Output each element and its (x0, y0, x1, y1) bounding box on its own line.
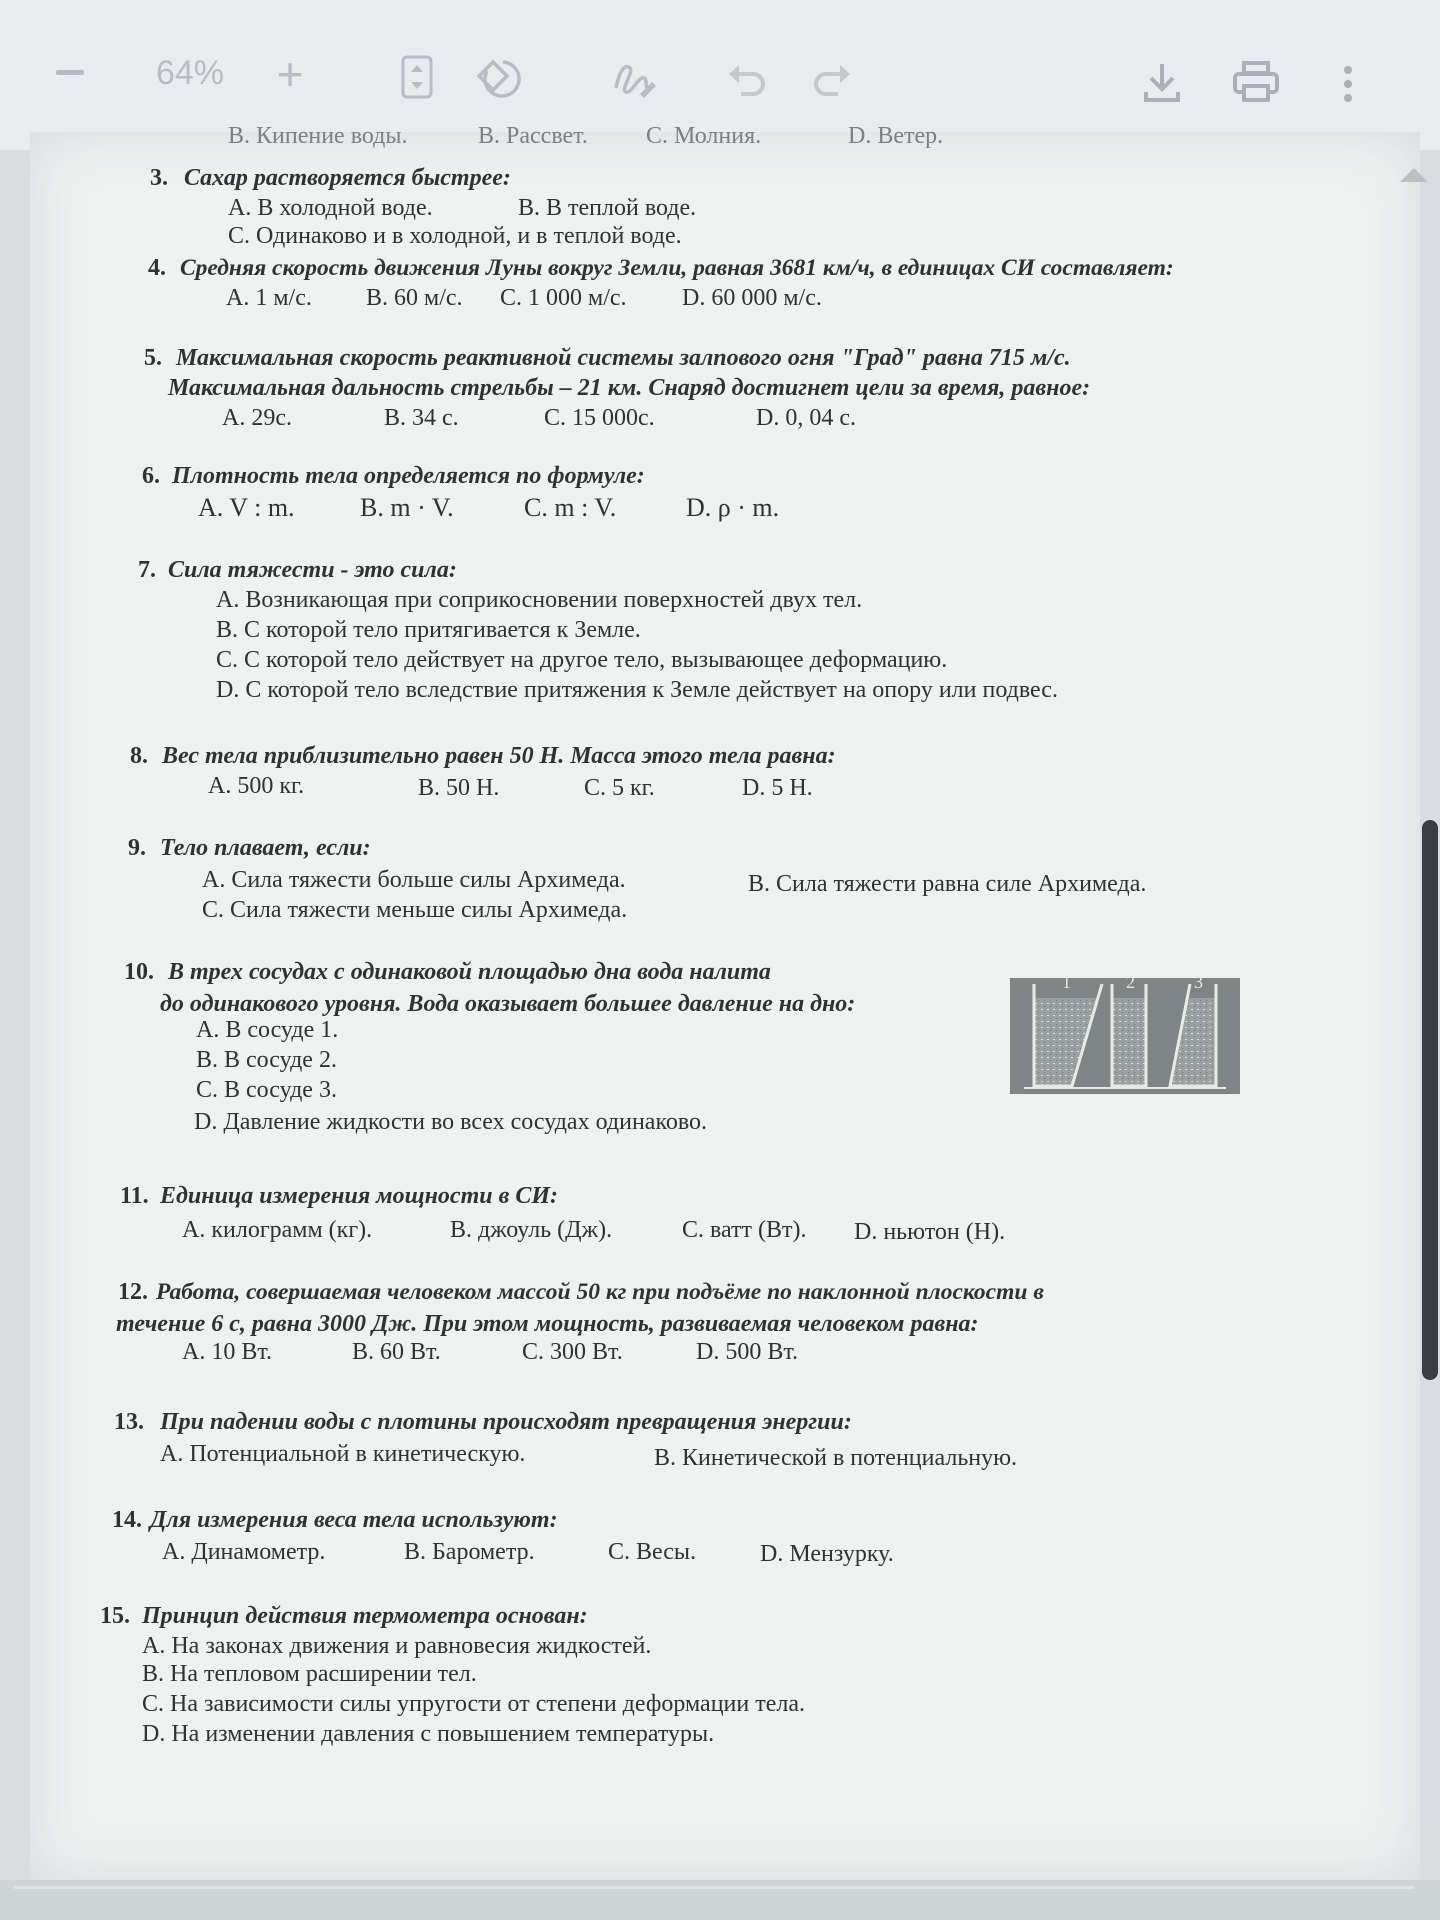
q10-text: В трех сосудах с одинаковой площадью дна вода налита (168, 959, 771, 985)
partial-option-c: C. Молния. (646, 123, 762, 149)
vessels-diagram (1010, 978, 1240, 1094)
q13-number: 13. (114, 1409, 144, 1435)
vessel-label-2: 2 (1126, 972, 1135, 992)
q5-number: 5. (144, 345, 162, 371)
partial-option-b: B. Кипение воды. (228, 123, 408, 149)
q15-option-a: A. На законах движения и равновесия жидкостей. (142, 1633, 652, 1659)
q11-option-a: A. килограмм (кг). (182, 1217, 373, 1243)
q12-text: Работа, совершаемая человеком массой 50 кг при подъёме по наклонной плоскости в (156, 1279, 1044, 1305)
q12-option-b: B. 60 Вт. (352, 1339, 441, 1365)
q8-text: Вес тела приблизительно равен 50 Н. Масса этого тела равна: (162, 743, 836, 769)
q15-option-d: D. На изменении давления с повышением температуры. (142, 1721, 715, 1747)
q7-option-a: A. Возникающая при соприкосновении поверхностей двух тел. (216, 587, 863, 613)
q6-option-c: C. m : V. (524, 493, 617, 522)
q12-text-line2: течение 6 с, равна 3000 Дж. При этом мощность, развиваемая человеком равна: (116, 1311, 979, 1337)
q7-option-b: B. С которой тело притягивается к Земле. (216, 617, 641, 643)
q7-number: 7. (138, 557, 156, 583)
q10-option-b: B. В сосуде 2. (196, 1047, 337, 1073)
partial-option-b2: B. Рассвет. (478, 123, 588, 149)
q8-option-a: A. 500 кг. (208, 773, 305, 799)
q6-option-d: D. ρ · m. (686, 493, 780, 522)
q12-option-a: A. 10 Вт. (182, 1339, 273, 1365)
q10-number: 10. (124, 959, 154, 985)
q4-text: Средняя скорость движения Луны вокруг Земли, равная 3681 км/ч, в единицах СИ составляет: (180, 255, 1174, 281)
q4-option-b: B. 60 м/с. (366, 285, 463, 311)
q3-text: Сахар растворяется быстрее: (184, 165, 511, 191)
partial-option-d: D. Ветер. (848, 123, 944, 149)
q9-option-a: A. Сила тяжести больше силы Архимеда. (202, 867, 626, 893)
q10-option-c: C. В сосуде 3. (196, 1077, 337, 1103)
q9-option-b: B. Сила тяжести равна силе Архимеда. (748, 871, 1147, 897)
test-document (30, 123, 1420, 1880)
q15-option-c: C. На зависимости силы упругости от степени деформации тела. (142, 1691, 805, 1717)
q14-option-c: C. Весы. (608, 1539, 697, 1565)
q7-option-c: C. С которой тело действует на другое тело, вызывающее деформацию. (216, 647, 948, 673)
redo-icon[interactable] (810, 60, 854, 100)
scroll-up-arrow-icon[interactable] (1400, 168, 1428, 182)
q6-number: 6. (142, 463, 160, 489)
q5-text: Максимальная скорость реактивной системы залпового огня "Град" равна 715 м/с. (176, 345, 1071, 371)
q14-text: Для измерения веса тела используют: (150, 1507, 558, 1533)
q10-option-a: A. В сосуде 1. (196, 1017, 339, 1043)
q13-option-a: A. Потенциальной в кинетическую. (160, 1441, 526, 1467)
q11-number: 11. (120, 1183, 149, 1209)
zoom-level[interactable]: 64% (155, 53, 225, 92)
q5-option-d: D. 0, 04 с. (756, 405, 856, 431)
q5-option-b: B. 34 с. (384, 405, 459, 431)
q14-option-a: A. Динамометр. (162, 1539, 326, 1565)
q3-number: 3. (150, 165, 168, 191)
download-icon[interactable] (1142, 60, 1182, 104)
more-options-icon[interactable] (1336, 62, 1360, 106)
q15-option-b: B. На тепловом расширении тел. (142, 1661, 477, 1687)
q8-number: 8. (130, 743, 148, 769)
fit-page-icon[interactable] (400, 54, 434, 100)
q12-option-c: C. 300 Вт. (522, 1339, 623, 1365)
q12-option-d: D. 500 Вт. (696, 1339, 799, 1365)
q3-option-b: B. В теплой воде. (518, 195, 697, 221)
q6-text: Плотность тела определяется по формуле: (172, 463, 645, 489)
vessel-label-1: 1 (1062, 972, 1071, 992)
zoom-out-button[interactable] (50, 60, 90, 84)
q6-option-b: B. m · V. (360, 493, 454, 522)
q11-option-d: D. ньютон (Н). (854, 1219, 1006, 1245)
undo-icon[interactable] (725, 60, 769, 100)
q10-option-d: D. Давление жидкости во всех сосудах одинаково. (194, 1109, 708, 1135)
q6-option-a: A. V : m. (198, 493, 295, 522)
rotate-icon[interactable] (475, 56, 525, 102)
q7-text: Сила тяжести - это сила: (168, 557, 457, 583)
q4-option-a: A. 1 м/с. (226, 285, 312, 311)
q7-option-d: D. С которой тело вследствие притяжения к Земле действует на опору или подвес. (216, 677, 1058, 703)
q9-option-c: C. Сила тяжести меньше силы Архимеда. (202, 897, 628, 923)
q13-text: При падении воды с плотины происходят превращения энергии: (160, 1409, 852, 1435)
q5-text-line2: Максимальная дальность стрельбы – 21 км. Снаряд достигнет цели за время, равное: (168, 375, 1091, 401)
zoom-in-button[interactable]: + (276, 48, 304, 100)
q5-option-c: C. 15 000с. (544, 405, 655, 431)
q14-option-d: D. Мензурку. (760, 1541, 894, 1567)
q12-number: 12. (118, 1279, 148, 1305)
vessel-label-3: 3 (1194, 972, 1203, 992)
q5-option-a: A. 29с. (222, 405, 292, 431)
q11-text: Единица измерения мощности в СИ: (160, 1183, 558, 1209)
q9-text: Тело плавает, если: (160, 835, 371, 861)
vessels-figure (1010, 972, 1240, 1094)
q11-option-b: B. джоуль (Дж). (450, 1217, 613, 1243)
vertical-scrollbar[interactable] (1422, 820, 1438, 1380)
q11-option-c: C. ватт (Вт). (682, 1217, 807, 1243)
annotate-icon[interactable] (610, 58, 660, 102)
print-icon[interactable] (1232, 60, 1280, 104)
q4-option-d: D. 60 000 м/с. (682, 285, 822, 311)
q15-text: Принцип действия термометра основан: (142, 1603, 588, 1629)
q9-number: 9. (128, 835, 146, 861)
document-page (30, 123, 1420, 1880)
q10-text-line2: до одинакового уровня. Вода оказывает большее давление на дно: (160, 991, 856, 1017)
q3-option-a: A. В холодной воде. (228, 195, 433, 221)
q8-option-c: C. 5 кг. (584, 775, 655, 801)
page-bottom-edge (0, 1880, 1440, 1920)
q8-option-d: D. 5 Н. (742, 775, 813, 801)
q14-option-b: B. Барометр. (404, 1539, 535, 1565)
q8-option-b: B. 50 Н. (418, 775, 500, 801)
q13-option-b: B. Кинетической в потенциальную. (654, 1445, 1018, 1471)
q3-option-c: C. Одинаково и в холодной, и в теплой воде. (228, 223, 682, 249)
q4-number: 4. (148, 255, 166, 281)
q4-option-c: C. 1 000 м/с. (500, 285, 627, 311)
q14-number: 14. (112, 1507, 142, 1533)
q15-number: 15. (100, 1603, 130, 1629)
